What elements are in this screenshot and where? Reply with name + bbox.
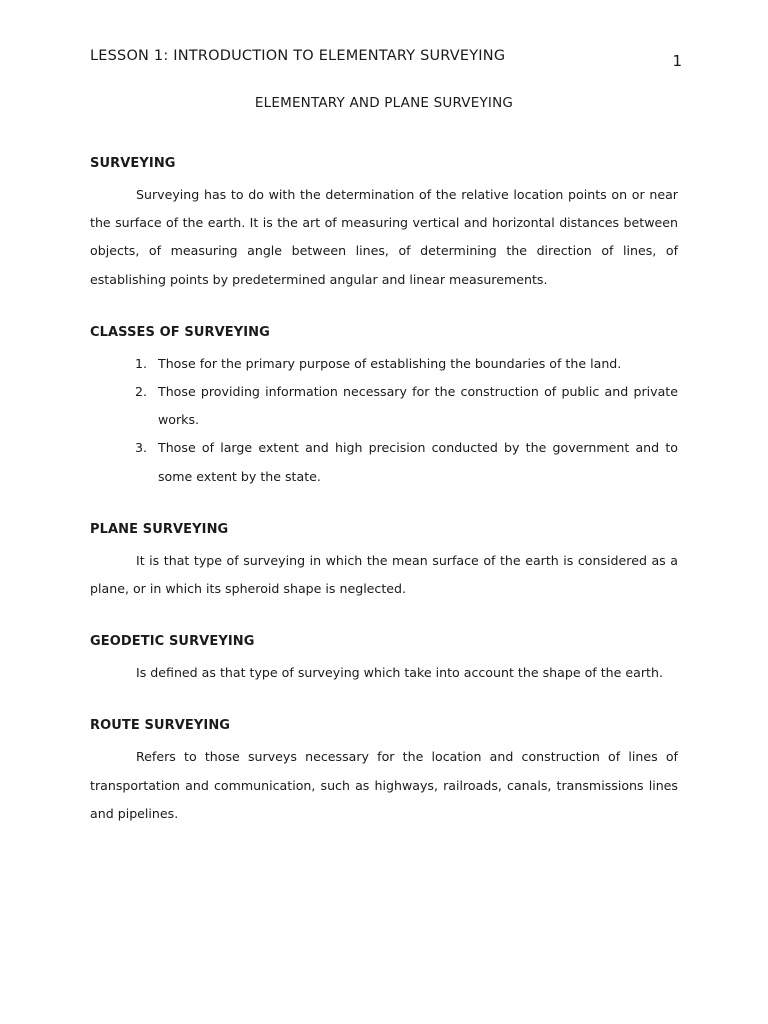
list-item-number: 2. — [135, 384, 148, 400]
section-body-geodetic: Is defined as that type of surveying which take into account the shape of the earth. — [136, 665, 663, 681]
lesson-header-title: LESSON 1: INTRODUCTION TO ELEMENTARY SURVEYING — [90, 48, 506, 64]
section-plane — [90, 519, 678, 603]
list-item — [90, 378, 678, 434]
document-body — [90, 153, 678, 856]
list-item — [90, 350, 678, 378]
list-item-text: Those of large extent and high precision conducted by the government and to some extent by the state. — [158, 440, 678, 484]
section-classes — [90, 322, 678, 491]
section-heading-surveying: SURVEYING — [90, 156, 176, 171]
list-item — [90, 434, 678, 490]
section-body-route: Refers to those surveys necessary for the location and construction of lines of transportation and communication, such as highways, railroads, canals, transmissions lines and pipelines. — [90, 749, 678, 821]
section-body-surveying: Surveying has to do with the determination of the relative location points on or near the surface of the earth. It is the art of measuring vertical and horizontal distances between objects, of measuring angle between lines, of determining the direction of lines, of establishing points by predetermined angular and linear measurements. — [90, 187, 678, 287]
section-route — [90, 715, 678, 828]
section-heading-classes: CLASSES OF SURVEYING — [90, 324, 270, 340]
list-item-text: Those providing information necessary for the construction of public and private works. — [158, 384, 678, 428]
classes-list — [90, 350, 678, 491]
section-body-plane: It is that type of surveying in which the mean surface of the earth is considered as a plane, or in which its spheroid shape is neglected. — [90, 552, 678, 597]
section-heading-geodetic: GEODETIC SURVEYING — [90, 634, 255, 650]
page-number: 1 — [672, 52, 682, 70]
section-heading-route: ROUTE SURVEYING — [90, 718, 231, 734]
section-geodetic — [90, 631, 678, 687]
list-item-number: 1. — [135, 355, 148, 371]
document-title: ELEMENTARY AND PLANE SURVEYING — [254, 95, 514, 111]
section-heading-plane: PLANE SURVEYING — [90, 521, 229, 537]
list-item-text: Those for the primary purpose of establishing the boundaries of the land. — [158, 355, 622, 371]
list-item-number: 3. — [135, 440, 148, 456]
running-header — [90, 48, 682, 70]
section-surveying — [90, 153, 678, 294]
